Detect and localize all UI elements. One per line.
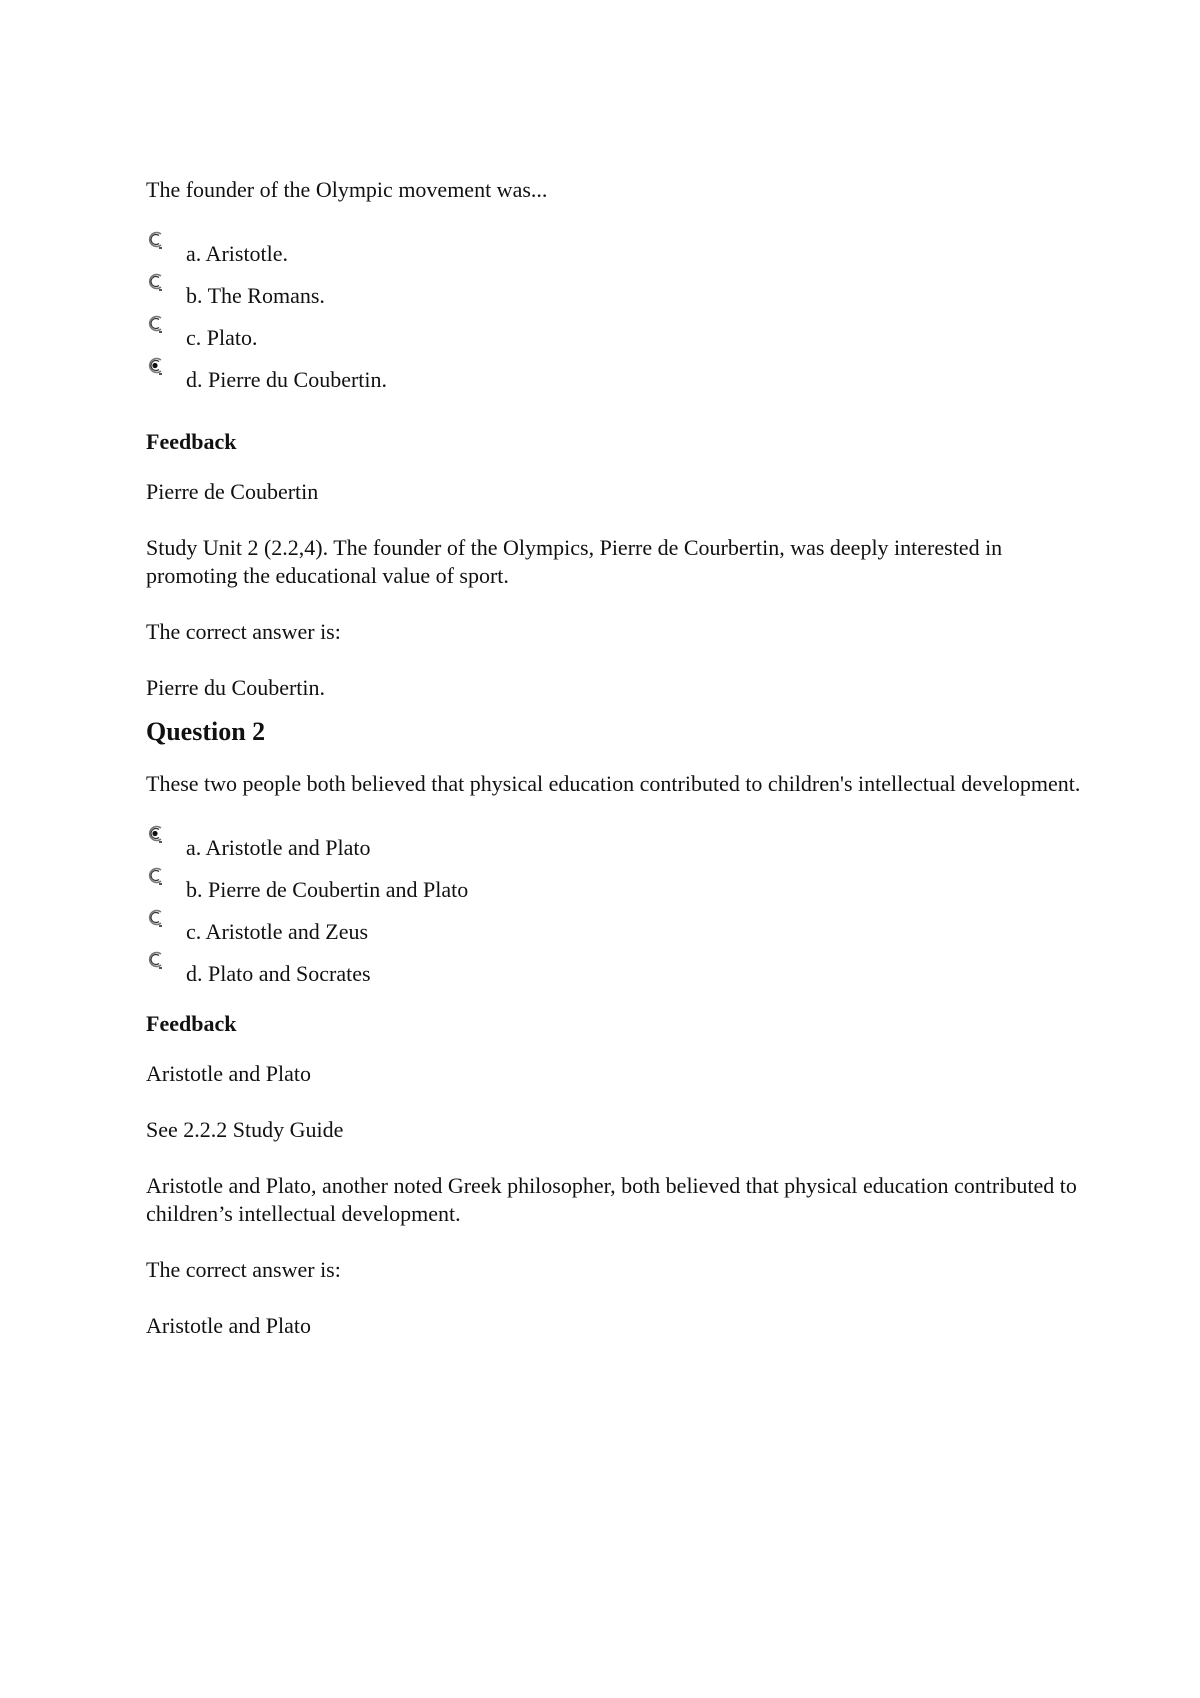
correct-answer-value: Pierre du Coubertin. (146, 675, 326, 700)
radio-unselected-icon[interactable] (146, 314, 166, 336)
question-2-title: Question 2 (146, 717, 266, 746)
question-2-prompt: These two people both believed that physical education contributed to children's intellectual development. (146, 771, 1081, 796)
option-label: d. Pierre du Coubertin. (186, 367, 388, 392)
question-1-prompt: The founder of the Olympic movement was... (146, 177, 548, 202)
option-label: a. Aristotle and Plato (186, 835, 371, 860)
correct-answer-value: Aristotle and Plato (146, 1313, 311, 1338)
question-2-options (146, 824, 1086, 992)
question-2-option-d[interactable] (146, 950, 1086, 992)
feedback-answer-summary: Aristotle and Plato (146, 1061, 311, 1086)
radio-unselected-icon[interactable] (146, 230, 166, 252)
option-label: d. Plato and Socrates (186, 961, 371, 986)
question-1-options (146, 230, 1086, 398)
radio-unselected-icon[interactable] (146, 908, 166, 930)
feedback-heading: Feedback (146, 429, 237, 454)
radio-unselected-icon[interactable] (146, 272, 166, 294)
feedback-heading: Feedback (146, 1011, 237, 1036)
option-label: c. Aristotle and Zeus (186, 919, 369, 944)
quiz-review-page (146, 176, 1086, 1368)
radio-selected-icon[interactable] (146, 356, 166, 378)
feedback-reference: See 2.2.2 Study Guide (146, 1117, 344, 1142)
question-2-option-b[interactable] (146, 866, 1086, 908)
option-label: b. The Romans. (186, 283, 325, 308)
option-label: b. Pierre de Coubertin and Plato (186, 877, 469, 902)
question-2-option-a[interactable] (146, 824, 1086, 866)
question-1-option-a[interactable] (146, 230, 1086, 272)
question-1-option-d[interactable] (146, 356, 1086, 398)
question-1-option-b[interactable] (146, 272, 1086, 314)
feedback-explanation: Study Unit 2 (2.2,4). The founder of the Olympics, Pierre de Courbertin, was deeply interested in promoting the educational value of sport. (146, 535, 1003, 588)
radio-selected-icon[interactable] (146, 824, 166, 846)
radio-unselected-icon[interactable] (146, 950, 166, 972)
option-label: c. Plato. (186, 325, 258, 350)
feedback-answer-summary: Pierre de Coubertin (146, 479, 319, 504)
radio-unselected-icon[interactable] (146, 866, 166, 888)
option-label: a. Aristotle. (186, 241, 289, 266)
question-1-option-c[interactable] (146, 314, 1086, 356)
feedback-explanation: Aristotle and Plato, another noted Greek philosopher, both believed that physical education contributed to children’s intellectual development. (146, 1173, 1077, 1226)
correct-answer-label: The correct answer is: (146, 1257, 341, 1282)
question-2-option-c[interactable] (146, 908, 1086, 950)
correct-answer-label: The correct answer is: (146, 619, 341, 644)
